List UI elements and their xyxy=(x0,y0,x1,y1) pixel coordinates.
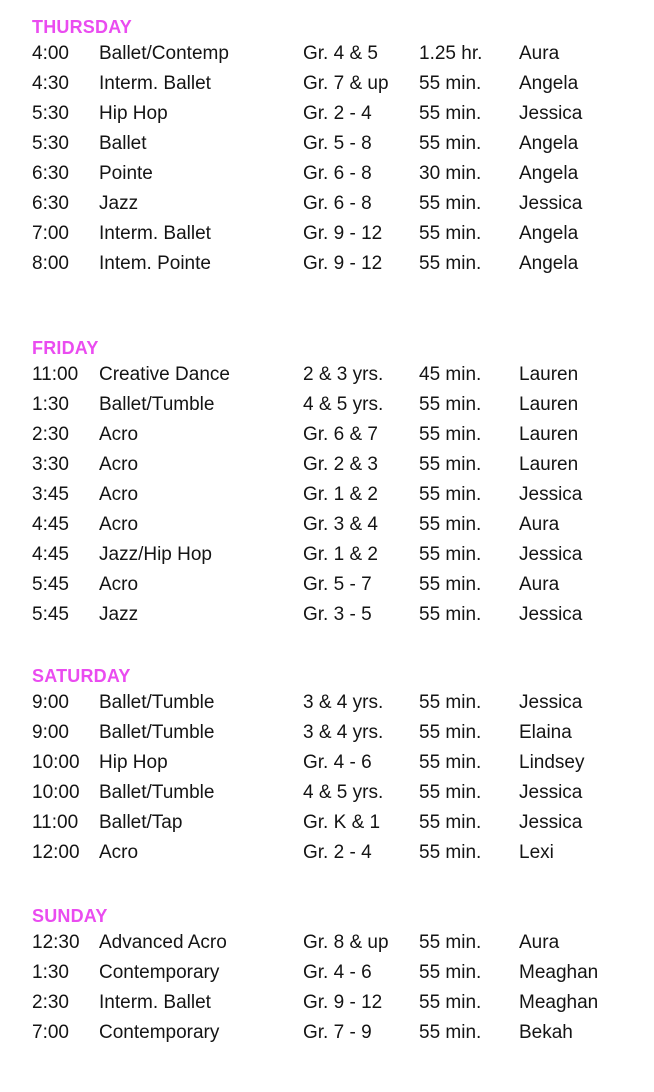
class-time: 4:45 xyxy=(32,544,69,565)
class-grade: Gr. 9 - 12 xyxy=(303,992,383,1013)
class-time: 6:30 xyxy=(32,163,69,184)
class-teacher: Lauren xyxy=(519,454,579,475)
class-grade: Gr. 4 - 6 xyxy=(303,752,372,773)
class-teacher: Aura xyxy=(519,514,560,535)
class-teacher: Jessica xyxy=(519,103,583,124)
sunday-section xyxy=(32,904,632,1048)
class-row xyxy=(32,39,632,69)
class-length: 55 min. xyxy=(419,962,482,983)
class-name: Ballet/Contemp xyxy=(99,43,229,64)
class-row xyxy=(32,540,632,570)
class-row xyxy=(32,570,632,600)
class-grade: Gr. 6 - 8 xyxy=(303,193,372,214)
class-name: Jazz xyxy=(99,193,139,214)
class-row xyxy=(32,928,632,958)
friday-section xyxy=(32,336,632,630)
class-length: 55 min. xyxy=(419,752,482,773)
class-teacher: Jessica xyxy=(519,604,583,625)
class-row xyxy=(32,988,632,1018)
class-length: 1.25 hr. xyxy=(419,43,483,64)
class-name: Acro xyxy=(99,454,139,475)
class-name: Ballet/Tumble xyxy=(99,782,215,803)
class-grade: Gr. 1 & 2 xyxy=(303,484,378,505)
class-grade: Gr. 2 - 4 xyxy=(303,103,372,124)
class-name: Interm. Ballet xyxy=(99,992,211,1013)
class-grade: 3 & 4 yrs. xyxy=(303,692,384,713)
class-row xyxy=(32,390,632,420)
class-row xyxy=(32,958,632,988)
class-length: 55 min. xyxy=(419,544,482,565)
class-teacher: Lauren xyxy=(519,364,579,385)
class-teacher: Aura xyxy=(519,574,560,595)
class-row xyxy=(32,189,632,219)
class-time: 5:45 xyxy=(32,574,69,595)
class-length: 55 min. xyxy=(419,514,482,535)
class-grade: Gr. 3 - 5 xyxy=(303,604,372,625)
class-row xyxy=(32,420,632,450)
class-time: 3:30 xyxy=(32,454,69,475)
class-row xyxy=(32,69,632,99)
class-name: Ballet/Tumble xyxy=(99,692,215,713)
class-length: 55 min. xyxy=(419,73,482,94)
class-name: Ballet/Tumble xyxy=(99,722,215,743)
class-row xyxy=(32,450,632,480)
class-length: 55 min. xyxy=(419,932,482,953)
class-teacher: Meaghan xyxy=(519,992,599,1013)
class-time: 9:00 xyxy=(32,692,69,713)
class-name: Acro xyxy=(99,574,139,595)
class-teacher: Angela xyxy=(519,73,579,94)
class-length: 55 min. xyxy=(419,454,482,475)
class-row xyxy=(32,510,632,540)
class-time: 11:00 xyxy=(32,812,79,833)
class-time: 2:30 xyxy=(32,424,69,445)
class-teacher: Lexi xyxy=(519,842,554,863)
class-time: 1:30 xyxy=(32,962,69,983)
class-time: 2:30 xyxy=(32,992,69,1013)
class-grade: Gr. 2 - 4 xyxy=(303,842,372,863)
class-name: Jazz/Hip Hop xyxy=(99,544,212,565)
class-grade: Gr. 2 & 3 xyxy=(303,454,378,475)
class-row xyxy=(32,129,632,159)
class-grade: Gr. 1 & 2 xyxy=(303,544,378,565)
class-grade: 3 & 4 yrs. xyxy=(303,722,384,743)
class-length: 55 min. xyxy=(419,424,482,445)
class-teacher: Angela xyxy=(519,133,579,154)
class-row xyxy=(32,600,632,630)
class-teacher: Jessica xyxy=(519,782,583,803)
class-grade: 4 & 5 yrs. xyxy=(303,782,384,803)
class-grade: Gr. 9 - 12 xyxy=(303,223,383,244)
day-heading: SUNDAY xyxy=(32,906,108,926)
class-length: 55 min. xyxy=(419,604,482,625)
class-name: Intem. Pointe xyxy=(99,253,211,274)
class-name: Advanced Acro xyxy=(99,932,227,953)
class-name: Pointe xyxy=(99,163,153,184)
class-length: 55 min. xyxy=(419,223,482,244)
class-time: 10:00 xyxy=(32,782,80,803)
class-grade: Gr. 5 - 8 xyxy=(303,133,372,154)
class-time: 12:30 xyxy=(32,932,80,953)
class-length: 55 min. xyxy=(419,722,482,743)
class-name: Hip Hop xyxy=(99,752,168,773)
class-name: Contemporary xyxy=(99,1022,220,1043)
class-grade: Gr. 4 - 6 xyxy=(303,962,372,983)
class-teacher: Lindsey xyxy=(519,752,585,773)
class-name: Hip Hop xyxy=(99,103,168,124)
class-length: 55 min. xyxy=(419,253,482,274)
class-name: Contemporary xyxy=(99,962,220,983)
class-teacher: Angela xyxy=(519,253,579,274)
class-time: 6:30 xyxy=(32,193,69,214)
class-name: Interm. Ballet xyxy=(99,223,211,244)
class-grade: Gr. 5 - 7 xyxy=(303,574,372,595)
class-time: 9:00 xyxy=(32,722,69,743)
class-length: 55 min. xyxy=(419,782,482,803)
class-teacher: Elaina xyxy=(519,722,572,743)
class-name: Ballet/Tumble xyxy=(99,394,215,415)
class-length: 55 min. xyxy=(419,692,482,713)
class-grade: Gr. 3 & 4 xyxy=(303,514,378,535)
class-time: 4:45 xyxy=(32,514,69,535)
class-grade: Gr. K & 1 xyxy=(303,812,381,833)
class-length: 55 min. xyxy=(419,193,482,214)
class-grade: Gr. 7 & up xyxy=(303,73,389,94)
class-name: Acro xyxy=(99,842,139,863)
class-time: 5:30 xyxy=(32,133,69,154)
class-row xyxy=(32,249,632,279)
class-row xyxy=(32,778,632,808)
class-name: Acro xyxy=(99,514,139,535)
class-teacher: Aura xyxy=(519,43,560,64)
class-name: Interm. Ballet xyxy=(99,73,211,94)
day-heading: SATURDAY xyxy=(32,666,131,686)
class-grade: Gr. 9 - 12 xyxy=(303,253,383,274)
class-time: 11:00 xyxy=(32,364,79,385)
class-time: 3:45 xyxy=(32,484,69,505)
class-teacher: Meaghan xyxy=(519,962,599,983)
class-length: 55 min. xyxy=(419,133,482,154)
class-time: 7:00 xyxy=(32,223,69,244)
class-name: Acro xyxy=(99,484,139,505)
class-length: 55 min. xyxy=(419,574,482,595)
class-teacher: Bekah xyxy=(519,1022,573,1043)
class-row xyxy=(32,688,632,718)
saturday-section xyxy=(32,664,632,868)
class-row xyxy=(32,808,632,838)
class-grade: Gr. 6 - 8 xyxy=(303,163,372,184)
class-teacher: Jessica xyxy=(519,544,583,565)
class-teacher: Jessica xyxy=(519,812,583,833)
class-teacher: Aura xyxy=(519,932,560,953)
class-teacher: Angela xyxy=(519,223,579,244)
class-row xyxy=(32,219,632,249)
class-length: 55 min. xyxy=(419,842,482,863)
class-row xyxy=(32,159,632,189)
class-time: 4:00 xyxy=(32,43,69,64)
class-row xyxy=(32,99,632,129)
class-length: 55 min. xyxy=(419,812,482,833)
class-length: 55 min. xyxy=(419,484,482,505)
class-grade: 4 & 5 yrs. xyxy=(303,394,384,415)
class-row xyxy=(32,718,632,748)
class-time: 10:00 xyxy=(32,752,80,773)
day-heading: THURSDAY xyxy=(32,17,132,37)
class-time: 7:00 xyxy=(32,1022,69,1043)
day-heading: FRIDAY xyxy=(32,338,99,358)
class-time: 4:30 xyxy=(32,73,69,94)
class-time: 8:00 xyxy=(32,253,69,274)
class-name: Ballet xyxy=(99,133,147,154)
class-time: 5:45 xyxy=(32,604,69,625)
class-grade: Gr. 6 & 7 xyxy=(303,424,378,445)
class-teacher: Lauren xyxy=(519,394,579,415)
class-teacher: Lauren xyxy=(519,424,579,445)
class-length: 55 min. xyxy=(419,1022,482,1043)
class-teacher: Jessica xyxy=(519,692,583,713)
class-teacher: Angela xyxy=(519,163,579,184)
class-length: 30 min. xyxy=(419,163,482,184)
thursday-section xyxy=(32,15,632,279)
class-length: 55 min. xyxy=(419,992,482,1013)
class-length: 55 min. xyxy=(419,394,482,415)
class-row xyxy=(32,480,632,510)
class-time: 1:30 xyxy=(32,394,69,415)
class-grade: 2 & 3 yrs. xyxy=(303,364,384,385)
class-row xyxy=(32,360,632,390)
class-name: Ballet/Tap xyxy=(99,812,183,833)
class-row xyxy=(32,1018,632,1048)
class-name: Creative Dance xyxy=(99,364,230,385)
class-name: Acro xyxy=(99,424,139,445)
class-length: 45 min. xyxy=(419,364,482,385)
class-teacher: Jessica xyxy=(519,193,583,214)
class-row xyxy=(32,838,632,868)
class-time: 5:30 xyxy=(32,103,69,124)
class-length: 55 min. xyxy=(419,103,482,124)
class-time: 12:00 xyxy=(32,842,80,863)
class-grade: Gr. 7 - 9 xyxy=(303,1022,372,1043)
class-teacher: Jessica xyxy=(519,484,583,505)
class-name: Jazz xyxy=(99,604,139,625)
class-grade: Gr. 4 & 5 xyxy=(303,43,378,64)
class-row xyxy=(32,748,632,778)
class-grade: Gr. 8 & up xyxy=(303,932,389,953)
